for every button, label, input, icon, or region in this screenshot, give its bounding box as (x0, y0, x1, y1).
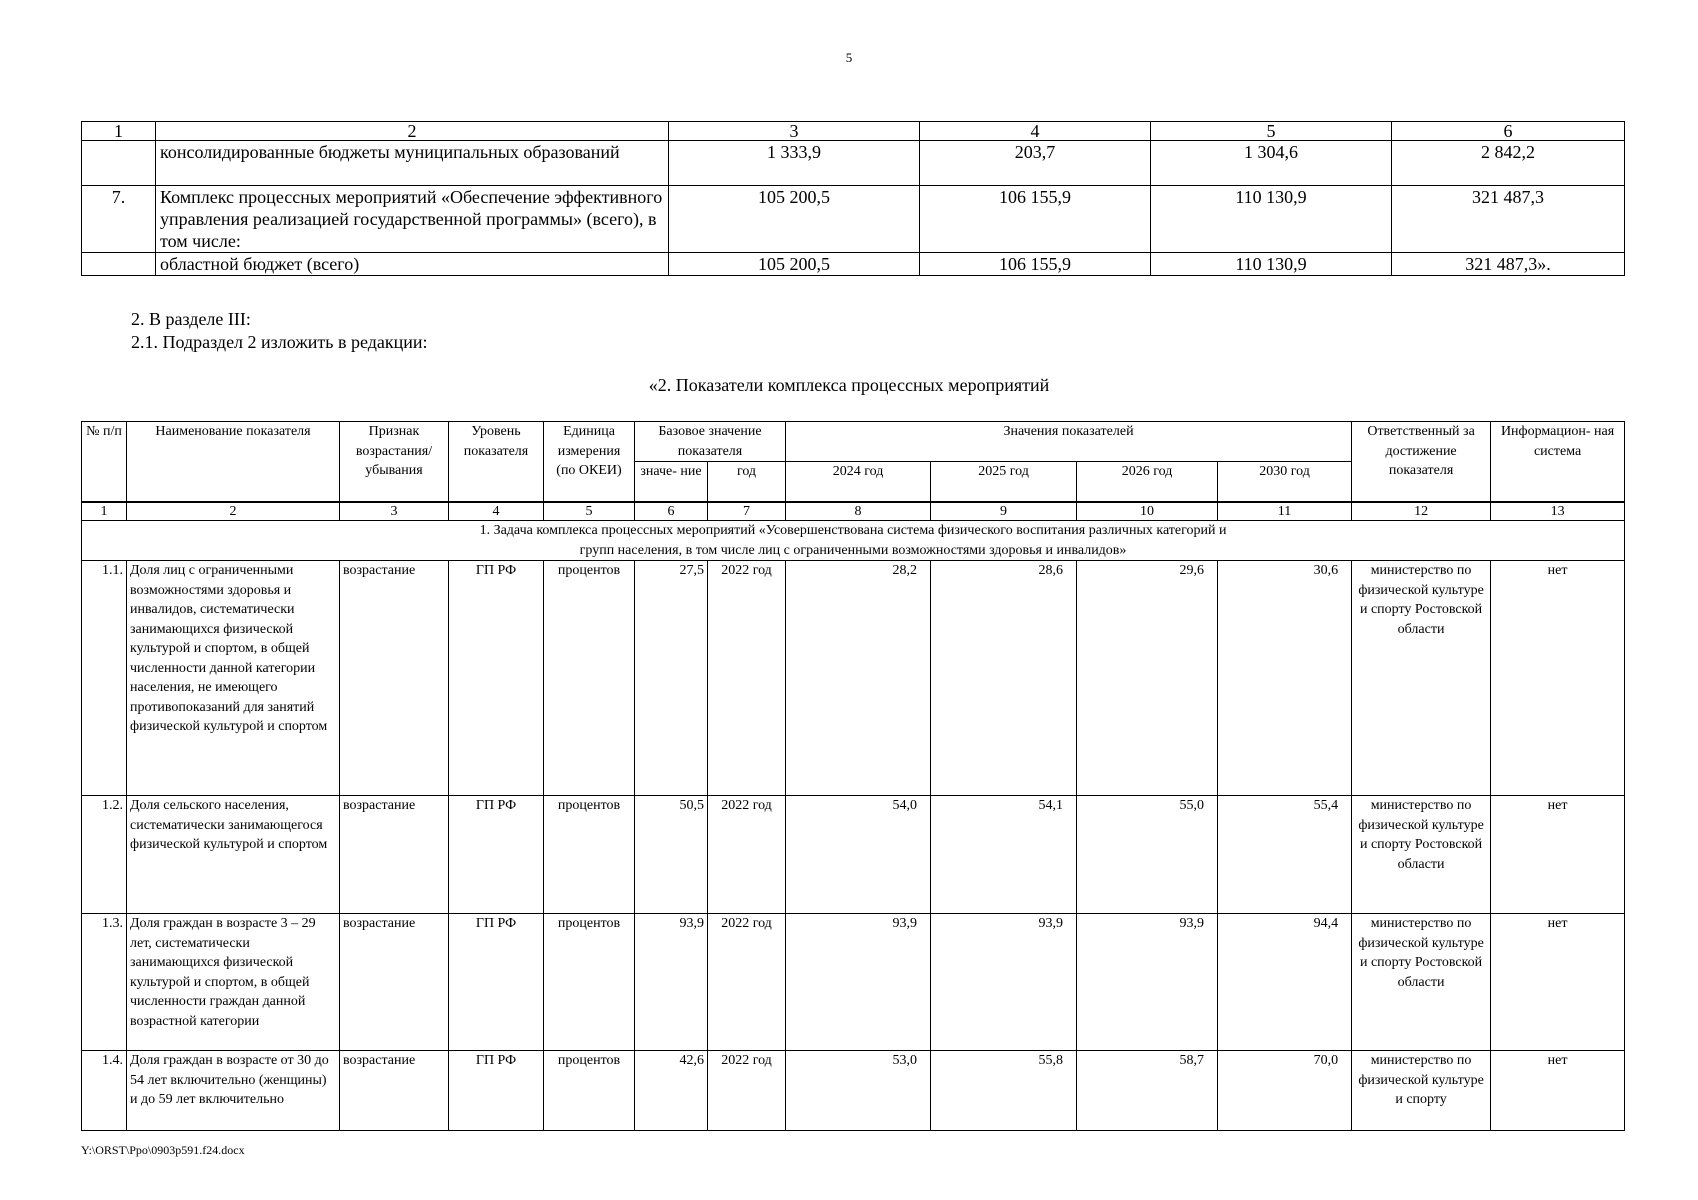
indicator-2030: 94,4 (1218, 914, 1352, 1051)
indicator-2024: 54,0 (786, 796, 931, 914)
indicator-2030: 70,0 (1218, 1051, 1352, 1131)
indicator-2025: 54,1 (931, 796, 1077, 914)
indicator-sign: возрастание (340, 796, 449, 914)
budget-col-3: 3 (669, 122, 920, 141)
indicator-infosys: нет (1491, 1051, 1625, 1131)
column-number: 11 (1218, 502, 1352, 521)
indicators-table (81, 421, 1625, 1131)
column-number: 8 (786, 502, 931, 521)
indicator-2025: 55,8 (931, 1051, 1077, 1131)
row-number (82, 253, 156, 276)
indicator-responsible: министерство по физической культуре и спорту Ростовской области (1352, 914, 1491, 1051)
column-number: 9 (931, 502, 1077, 521)
page-number: 5 (845, 50, 853, 65)
column-number: 7 (708, 502, 786, 521)
indicator-level: ГП РФ (449, 561, 544, 796)
subsection-title: «2. Показатели комплекса процессных мероприятий (648, 375, 1050, 395)
table-row (82, 796, 1625, 914)
budget-col-6: 6 (1392, 122, 1625, 141)
column-number: 1 (82, 502, 127, 521)
indicator-num: 1.1. (82, 561, 127, 796)
indicator-base-year: 2022 год (708, 1051, 786, 1131)
header-unit: Единица измерения (по ОКЕИ) (544, 422, 635, 503)
budget-col-1: 1 (82, 122, 156, 141)
indicator-name: Доля граждан в возрасте от 30 до 54 лет включительно (женщины) и до 59 лет включительно (127, 1051, 340, 1131)
indicator-name: Доля сельского населения, систематически занимающегося физической культурой и спортом (127, 796, 340, 914)
header-num: № п/п (82, 422, 127, 503)
row-value-4: 106 155,9 (920, 186, 1151, 253)
indicator-2026: 55,0 (1077, 796, 1218, 914)
table-row (82, 141, 1625, 186)
indicator-base: 42,6 (635, 1051, 708, 1131)
row-value-3: 105 200,5 (669, 186, 920, 253)
budget-col-2: 2 (156, 122, 669, 141)
indicator-2025: 93,9 (931, 914, 1077, 1051)
column-number: 4 (449, 502, 544, 521)
row-value-6: 321 487,3». (1392, 253, 1625, 276)
indicator-2026: 93,9 (1077, 914, 1218, 1051)
row-value-4: 203,7 (920, 141, 1151, 186)
indicator-responsible: министерство по физической культуре и спорту Ростовской области (1352, 561, 1491, 796)
indicator-level: ГП РФ (449, 1051, 544, 1131)
table-row (82, 914, 1625, 1051)
row-value-6: 2 842,2 (1392, 141, 1625, 186)
column-number: 2 (127, 502, 340, 521)
indicator-2024: 93,9 (786, 914, 931, 1051)
indicator-base-year: 2022 год (708, 914, 786, 1051)
indicator-unit: процентов (544, 914, 635, 1051)
indicator-level: ГП РФ (449, 914, 544, 1051)
table-row (82, 186, 1625, 253)
indicator-unit: процентов (544, 1051, 635, 1131)
header-sign: Признак возрастания/ убывания (340, 422, 449, 503)
indicator-base-year: 2022 год (708, 796, 786, 914)
row-value-4: 106 155,9 (920, 253, 1151, 276)
row-value-5: 110 130,9 (1151, 253, 1392, 276)
indicator-sign: возрастание (340, 1051, 449, 1131)
column-number: 10 (1077, 502, 1218, 521)
header-base-year: год (708, 462, 786, 503)
indicator-sign: возрастание (340, 561, 449, 796)
row-number (82, 141, 156, 186)
row-value-6: 321 487,3 (1392, 186, 1625, 253)
budget-col-5: 5 (1151, 122, 1392, 141)
table-row (82, 561, 1625, 796)
indicator-name: Доля граждан в возрасте 3 – 29 лет, систематически занимающихся физической культурой и спортом, в общей численности граждан данной возрастной категории (127, 914, 340, 1051)
header-2024: 2024 год (786, 462, 931, 503)
row-value-3: 1 333,9 (669, 141, 920, 186)
column-numbers-row (82, 502, 1625, 521)
row-number: 7. (82, 186, 156, 253)
indicator-base: 50,5 (635, 796, 708, 914)
row-name: областной бюджет (всего) (156, 253, 669, 276)
indicator-2026: 58,7 (1077, 1051, 1218, 1131)
table-row (82, 1051, 1625, 1131)
header-name: Наименование показателя (127, 422, 340, 503)
column-number: 6 (635, 502, 708, 521)
column-number: 3 (340, 502, 449, 521)
indicator-2030: 55,4 (1218, 796, 1352, 914)
header-responsible: Ответственный за достижение показателя (1352, 422, 1491, 503)
header-base-value: значе- ние (635, 462, 708, 503)
indicator-2025: 28,6 (931, 561, 1077, 796)
indicator-responsible: министерство по физической культуре и спорту Ростовской области (1352, 796, 1491, 914)
indicator-num: 1.3. (82, 914, 127, 1051)
indicator-2024: 28,2 (786, 561, 931, 796)
header-2026: 2026 год (1077, 462, 1218, 503)
indicator-2030: 30,6 (1218, 561, 1352, 796)
indicator-unit: процентов (544, 796, 635, 914)
row-value-5: 1 304,6 (1151, 141, 1392, 186)
header-2030: 2030 год (1218, 462, 1352, 503)
indicator-num: 1.4. (82, 1051, 127, 1131)
header-values: Значения показателей (786, 422, 1352, 462)
indicator-2026: 29,6 (1077, 561, 1218, 796)
indicator-infosys: нет (1491, 561, 1625, 796)
indicator-infosys: нет (1491, 796, 1625, 914)
indicator-level: ГП РФ (449, 796, 544, 914)
paragraph-section: 2. В разделе III: (131, 309, 251, 329)
header-2025: 2025 год (931, 462, 1077, 503)
indicator-num: 1.2. (82, 796, 127, 914)
header-level: Уровень показателя (449, 422, 544, 503)
table-row (82, 253, 1625, 276)
header-base: Базовое значение показателя (635, 422, 786, 462)
indicator-2024: 53,0 (786, 1051, 931, 1131)
task-row (82, 521, 1625, 561)
indicator-unit: процентов (544, 561, 635, 796)
indicator-base-year: 2022 год (708, 561, 786, 796)
indicator-base: 27,5 (635, 561, 708, 796)
header-infosys: Информацион- ная система (1491, 422, 1625, 503)
row-value-5: 110 130,9 (1151, 186, 1392, 253)
column-number: 13 (1491, 502, 1625, 521)
indicator-sign: возрастание (340, 914, 449, 1051)
indicator-infosys: нет (1491, 914, 1625, 1051)
paragraph-subsection: 2.1. Подраздел 2 изложить в редакции: (131, 332, 428, 352)
budget-col-4: 4 (920, 122, 1151, 141)
budget-table-header-row (82, 122, 1625, 141)
row-name: Комплекс процессных мероприятий «Обеспечение эффективного управления реализацией государственной программы» (всего), в том числе: (156, 186, 669, 253)
indicator-responsible: министерство по физической культуре и спорту (1352, 1051, 1491, 1131)
task-title: 1. Задача комплекса процессных мероприятий «Усовершенствована система физического воспитания различных категорий и групп населения, в том числе лиц с ограниченными возможностями здоровья и инвалидов» (82, 521, 1625, 561)
budget-table (81, 121, 1625, 276)
indicator-name: Доля лиц с ограниченными возможностями здоровья и инвалидов, систематически занимающихся физической культурой и спортом, в общей численности данной категории населения, не имеющего противопоказаний для занятий физической культурой и спортом (127, 561, 340, 796)
column-number: 5 (544, 502, 635, 521)
row-value-3: 105 200,5 (669, 253, 920, 276)
footer-file-path: Y:\ORST\Ppo\0903p591.f24.docx (81, 1143, 245, 1157)
row-name: консолидированные бюджеты муниципальных образований (156, 141, 669, 186)
indicators-header-row (82, 422, 1625, 462)
column-number: 12 (1352, 502, 1491, 521)
indicator-base: 93,9 (635, 914, 708, 1051)
